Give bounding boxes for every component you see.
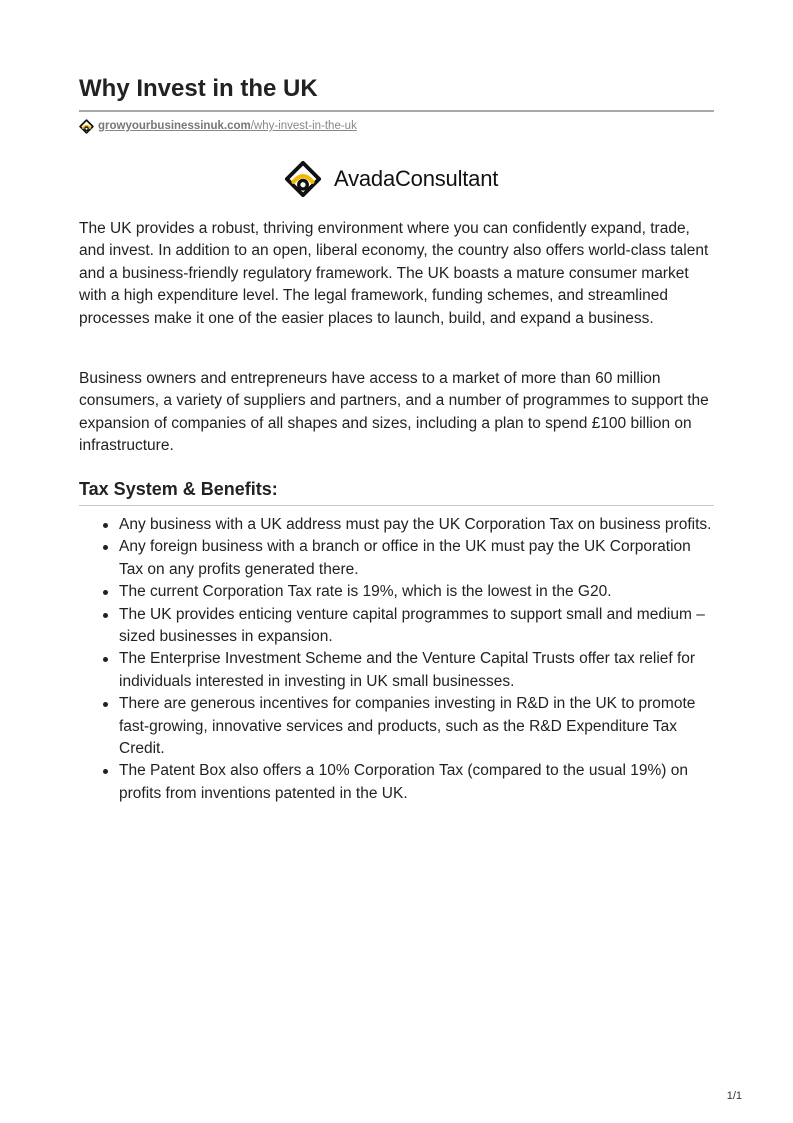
intro-paragraph: The UK provides a robust, thriving environment where you can confidently expand, trade, and invest. In addition to an open, liberal economy, the country also offers world-class talent and a business-friendly regulatory framework. The UK boasts a mature consumer market with a high expenditure level. The legal framework, funding schemes, and streamlined processes make it one of the easier places to launch, build, and expand a business. xyxy=(79,220,709,327)
page-title: Why Invest in the UK xyxy=(79,75,318,102)
source-line xyxy=(79,118,357,134)
brand-name: AvadaConsultant xyxy=(334,166,499,191)
page-number: 1/1 xyxy=(726,1090,742,1102)
source-link[interactable] xyxy=(98,120,357,132)
title-divider xyxy=(79,110,714,112)
list-item: There are generous incentives for companies investing in R&D in the UK to promote fast-growing, innovative services and products, such as the R&D Expenditure Tax Credit. xyxy=(119,693,716,760)
tax-benefits-list xyxy=(119,514,716,805)
list-item: Any foreign business with a branch or office in the UK must pay the UK Corporation Tax on any profits generated there. xyxy=(119,536,716,581)
brand-header xyxy=(284,160,498,198)
source-path: /why-invest-in-the-uk xyxy=(250,120,357,132)
list-item: The current Corporation Tax rate is 19%, which is the lowest in the G20. xyxy=(119,581,716,603)
list-item: Any business with a UK address must pay the UK Corporation Tax on business profits. xyxy=(119,514,716,536)
avada-logo-icon xyxy=(284,160,322,198)
section-divider xyxy=(79,505,714,506)
list-item: The UK provides enticing venture capital programmes to support small and medium – sized businesses in expansion. xyxy=(119,604,716,649)
section-heading: Tax System & Benefits: xyxy=(79,479,278,499)
source-domain: growyourbusinessinuk.com xyxy=(98,120,251,132)
market-paragraph: Business owners and entrepreneurs have access to a market of more than 60 million consumers, a variety of suppliers and partners, and a number of programmes to support the expansion of companies of all shapes and sizes, including a plan to spend £100 billion on infrastructure. xyxy=(79,370,709,455)
list-item: The Patent Box also offers a 10% Corporation Tax (compared to the usual 19%) on profits from inventions patented in the UK. xyxy=(119,760,716,805)
avada-logo-icon xyxy=(79,119,94,134)
list-item: The Enterprise Investment Scheme and the Venture Capital Trusts offer tax relief for individuals interested in investing in UK small businesses. xyxy=(119,648,716,693)
